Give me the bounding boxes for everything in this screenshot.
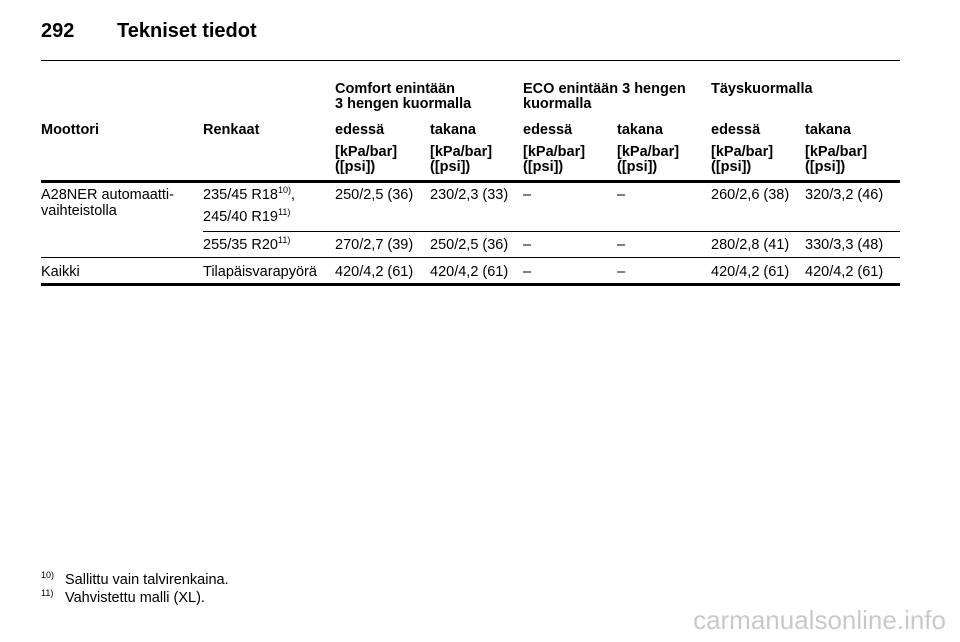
group-header-eco-line2: kuormalla [523,96,592,112]
unit-header: [kPa/bar] [711,144,774,160]
row3-engine: Kaikki [41,264,80,280]
table-cell: – [617,264,626,280]
footnote-text: Sallittu vain talvirenkaina. [65,572,229,588]
unit-header: [kPa/bar] [430,144,493,160]
watermark: carmanualsonline.info [693,605,946,635]
row3-tire: Tilapäisvarapyörä [203,264,317,280]
unit-header: [kPa/bar] [523,144,586,160]
table-cell: 420/4,2 (61) [430,264,509,280]
footnote-ref: 11) [277,235,291,245]
footnote-text: Vahvistettu malli (XL). [65,590,205,606]
footnote-mark: 10) [41,570,55,580]
footnote-ref: 11) [277,207,291,217]
table-cell: 280/2,8 (41) [711,237,790,253]
page-number: 292 [41,20,75,42]
col-header-comfort-rear: takana [430,122,476,138]
group-header-comfort-line2: 3 hengen kuormalla [335,96,472,112]
table-cell: 420/4,2 (61) [711,264,790,280]
col-header-engine: Moottori [41,122,99,138]
col-header-full-front: edessä [711,122,761,138]
table-cell: 330/3,3 (48) [805,237,884,253]
page-title: Tekniset tiedot [117,20,257,42]
table-cell: 250/2,5 (36) [430,237,509,253]
group-header-comfort-line1: Comfort enintään [335,81,456,97]
table-cell: 270/2,7 (39) [335,237,414,253]
table-cell: – [523,187,532,203]
col-header-eco-front: edessä [523,122,573,138]
unit-header: ([psi]) [711,159,752,175]
unit-header: ([psi]) [805,159,846,175]
table-cell: – [617,187,626,203]
unit-header: [kPa/bar] [805,144,868,160]
table-cell: 260/2,6 (38) [711,187,790,203]
col-header-comfort-front: edessä [335,122,385,138]
row-divider [41,257,900,258]
table-cell: – [523,264,532,280]
row-divider [203,231,900,232]
row1-engine-line1: A28NER automaatti- [41,187,174,203]
table-cell: 250/2,5 (36) [335,187,414,203]
table-cell: 420/4,2 (61) [805,264,884,280]
row1-tire2: 245/40 R19$^{11)}$ [203,207,291,225]
table-header-rule [41,180,900,183]
row1-tire1: 235/45 R18$^{10)}$, [203,185,296,203]
row1-engine-line2: vaihteistolla [41,203,117,219]
footnote-ref: 10) [277,185,291,195]
table-bottom-rule [41,283,900,286]
unit-header: ([psi]) [335,159,376,175]
row2-tire: 255/35 R20$^{11)}$ [203,235,291,253]
col-header-tires: Renkaat [203,122,260,138]
unit-header: [kPa/bar] [617,144,680,160]
page-header [41,20,257,43]
col-header-eco-rear: takana [617,122,663,138]
col-header-full-rear: takana [805,122,851,138]
group-header-full-load: Täyskuormalla [711,81,813,97]
unit-header: ([psi]) [523,159,564,175]
table-cell: 320/3,2 (46) [805,187,884,203]
table-cell: 420/4,2 (61) [335,264,414,280]
footnote-mark: 11) [41,588,54,598]
unit-header: ([psi]) [617,159,658,175]
table-cell: – [617,237,626,253]
unit-header: ([psi]) [430,159,471,175]
table-cell: – [523,237,532,253]
unit-header: [kPa/bar] [335,144,398,160]
table-cell: 230/2,3 (33) [430,187,509,203]
header-rule [41,60,900,61]
group-header-eco-line1: ECO enintään 3 hengen [523,81,686,97]
